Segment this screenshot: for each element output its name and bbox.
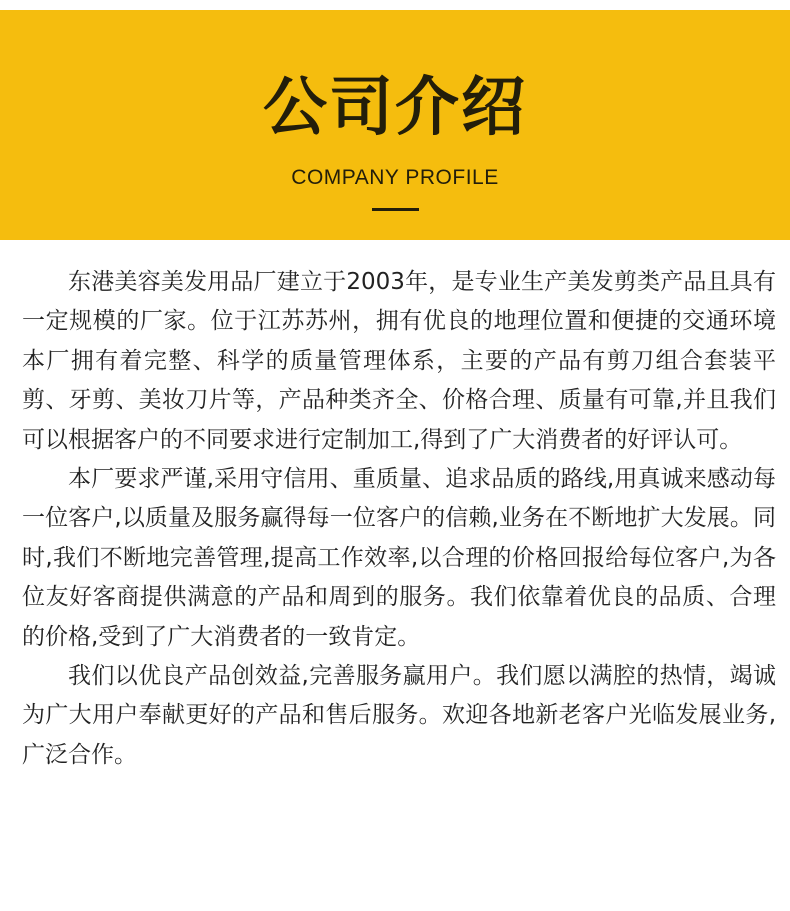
title-underline <box>372 208 419 211</box>
paragraph-principles: 本厂要求严谨,采用守信用、重质量、追求品质的路线,用真诚来感动每一位客户,以质量及服务赢得每一位客户的信赖,业务在不断地扩大发展。同时,我们不断地完善管理,提高工作效率,以合理的价格回报给每位客户,为各位友好客商提供满意的产品和周到的服务。我们依靠着优良的品质、合理的价格,受到了广大消费者的一致肯定。 <box>22 466 776 650</box>
company-description <box>22 263 776 775</box>
top-margin <box>0 0 790 10</box>
page-title: 公司介绍 <box>263 71 527 145</box>
paragraph-intro: 东港美容美发用品厂建立于2003年，是专业生产美发剪类产品且具有一定规模的厂家。位于江苏苏州，拥有优良的地理位置和便捷的交通环境本厂拥有着完整、科学的质量管理体系，主要的产品有剪刀组合套装平剪、牙剪、美妆刀片等，产品种类齐全、价格合理、质量有可靠,并且我们可以根据客户的不同要求进行定制加工,得到了广大消费者的好评认可。 <box>22 269 776 453</box>
page-subtitle: COMPANY PROFILE <box>291 166 499 189</box>
header-banner <box>0 10 790 240</box>
paragraph-welcome: 我们以优良产品创效益,完善服务赢用户。我们愿以满腔的热情，竭诚为广大用户奉献更好的产品和售后服务。欢迎各地新老客户光临发展业务,广泛合作。 <box>22 663 776 768</box>
